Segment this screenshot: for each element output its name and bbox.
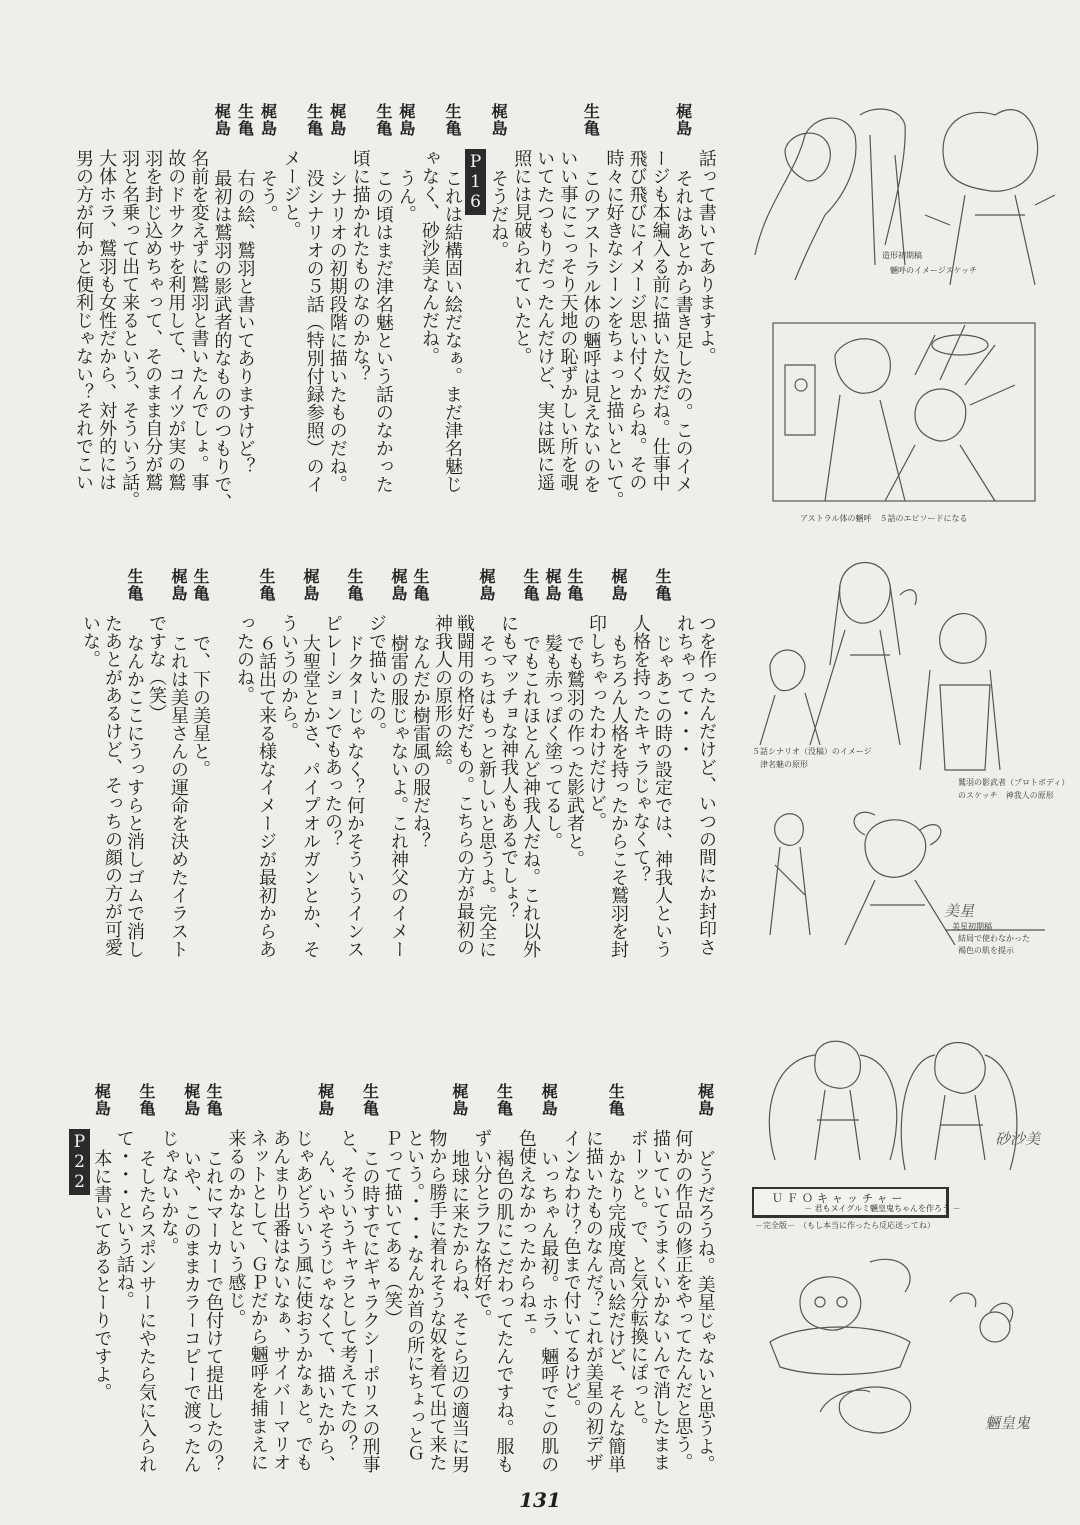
dialogue-text: ういうのから。 (278, 614, 299, 740)
text-column (365, 568, 387, 978)
text-column (224, 1083, 246, 1478)
text-column (418, 103, 440, 538)
text-column (695, 103, 717, 538)
dialogue-text: 戦闘用の格好だもの。こちらの方が最初の (454, 614, 475, 956)
speaker-label: 梶島 (258, 103, 278, 137)
speaker-label: 梶島 (301, 568, 320, 602)
dialogue-text: に描いたものなんだ？これが美星の初デザ (582, 1129, 604, 1471)
dialogue-text: いっちゃん最初。ホラ、魎呼でこの肌の (538, 1149, 560, 1473)
dialogue-text: これは結構固い絵だなぁ。まだ津名魅じ (442, 169, 463, 493)
text-column (255, 568, 277, 978)
tsunami-caption-1: ５話シナリオ（没稿）のイメージ (752, 747, 872, 756)
speaker-label: 生亀 (494, 1083, 514, 1117)
text-column (651, 568, 673, 978)
text-column (563, 568, 585, 978)
page-number: 131 (519, 1488, 561, 1512)
dialogue-text: 髪も赤っぽく塗ってるし。 (542, 634, 563, 850)
dialogue-text: 褐色の肌にこだわってたんですね。服も (493, 1149, 515, 1473)
speaker-label: 生亀 (235, 103, 255, 137)
speaker-label: 生亀 (565, 568, 584, 602)
text-column (189, 568, 211, 978)
dialogue-text: ６話出て来る様なイメージが最初からあ (256, 634, 277, 958)
dialogue-text: ずい分とラフな格好で。 (471, 1129, 493, 1327)
dialogue-text: 没シナリオの５話（特別付録参照）のイ (303, 169, 325, 493)
text-column (441, 103, 463, 538)
text-column (560, 1083, 582, 1478)
text-column (579, 103, 601, 538)
mihoshi-caption-3: 褐色の肌を提示 (958, 946, 1014, 955)
speaker-label: 生亀 (191, 568, 210, 602)
text-column (582, 1083, 604, 1478)
speaker-label: 生亀 (581, 103, 601, 137)
text-column (519, 568, 541, 978)
text-column (321, 568, 343, 978)
dialogue-text: 地球に来たからね、そこら辺の適当に男 (448, 1149, 470, 1473)
page-reference-badge: P22 (69, 1129, 90, 1195)
dialogue-text: でも鷲羽の作った影武者と。 (564, 634, 585, 868)
text-column (167, 568, 189, 978)
text-column (372, 103, 394, 538)
dialogue-text: 右の絵、鷲羽と書いてありますけど？ (234, 169, 256, 475)
dialogue-text: そう。 (257, 169, 279, 223)
dialogue-text: いてたつもりだったんだけど、実は既に遥 (534, 149, 556, 491)
text-column (291, 1083, 313, 1478)
text-column (164, 103, 186, 538)
speaker-label: 梶島 (169, 568, 188, 602)
speaker-label: 梶島 (477, 568, 496, 602)
text-column (314, 1083, 336, 1478)
text-column (475, 568, 497, 978)
dialogue-text: 最初は鷲羽の影武者的なもののつもりで、 (211, 169, 233, 511)
text-column (694, 1083, 716, 1478)
text-column (187, 103, 209, 538)
speaker-label: 生亀 (257, 568, 276, 602)
page-reference-column (68, 1083, 90, 1478)
text-column (556, 103, 578, 538)
dialogue-text: たあとがあるけど、そっちの顔の方が可愛 (102, 614, 123, 956)
speaker-label: 生亀 (443, 103, 462, 137)
text-column (604, 1083, 626, 1478)
astral-ryoko-caption: アストラル体の魎呼 ５話のエピソードになる (800, 514, 968, 523)
text-column (101, 568, 123, 978)
speaker-label: 梶島 (212, 103, 232, 137)
dialogue-text: 羽を封じ込めちゃって、そのまま自分が鷲 (142, 149, 164, 491)
text-column (381, 1083, 403, 1478)
text-column (145, 568, 167, 978)
astral-ryoko-sketch-image (765, 305, 1045, 510)
speaker-label: 梶島 (543, 568, 562, 602)
text-column (453, 568, 475, 978)
text-column (426, 1083, 448, 1478)
text-column (247, 1083, 269, 1478)
text-column (336, 1083, 358, 1478)
dialogue-text: と、そういうキャラとして考えてたの？ (337, 1129, 359, 1453)
speaker-label: 生亀 (137, 1083, 157, 1117)
text-column (510, 103, 532, 538)
mihoshi-handwriting: 美星 (944, 902, 975, 920)
dialogue-text: 何かの作品の修正をやってたんだと思う。 (672, 1129, 694, 1471)
interview-section-3 (68, 1083, 716, 1478)
dialogue-text: ドクターじゃなく？何かそういうインス (344, 634, 365, 958)
text-column (358, 1083, 380, 1478)
dialogue-text: て・・・という話ね。 (113, 1129, 135, 1309)
text-column (210, 103, 232, 538)
text-column (672, 103, 694, 538)
speaker-label: 生亀 (304, 103, 324, 137)
speaker-label: 梶島 (327, 103, 347, 137)
text-column (533, 103, 555, 538)
interview-section-1 (72, 103, 717, 538)
text-column (157, 1083, 179, 1478)
dialogue-text: 照には見破られていたと。 (511, 149, 533, 365)
text-column (257, 103, 279, 538)
speaker-label: 梶島 (315, 1083, 335, 1117)
speaker-label: 生亀 (411, 568, 430, 602)
text-column (72, 103, 94, 538)
dialogue-text: 男の方が何かと便利じゃない？それでこい (73, 149, 94, 491)
text-column (280, 103, 302, 538)
text-column (487, 103, 509, 538)
text-column (326, 103, 348, 538)
dialogue-text: 大聖堂とかさ、パイプオルガンとか、そ (300, 634, 321, 958)
dialogue-text: じゃあこの時の設定では、神我人という (652, 634, 673, 958)
tsunami-kagato-sketch-image (750, 545, 1060, 775)
dialogue-text: じゃあどういう風に使おうかなぁと。でも (292, 1129, 314, 1471)
dialogue-text: 羽と名乗って出て来るという、そういう話。 (119, 149, 141, 509)
dialogue-text: それはあとから書き足したの。このイメ (672, 169, 694, 493)
dialogue-text: つを作ったんだけど、いつの間にか封印さ (696, 614, 717, 956)
text-column (79, 568, 101, 978)
dialogue-text: れちゃって・・・ (674, 614, 695, 758)
text-column (585, 568, 607, 978)
text-column (233, 568, 255, 978)
text-column (202, 1083, 224, 1478)
interview-section-2 (80, 568, 717, 978)
dialogue-text: じゃないかな。 (158, 1129, 180, 1255)
dialogue-text: あんまり出番はないなぁ、サイバーマリオ (270, 1129, 292, 1471)
dialogue-text: 色使えなかったからねェ。 (515, 1129, 537, 1345)
text-column (431, 568, 453, 978)
dialogue-text: どうだろうね。美星じゃないと思うよ。 (694, 1149, 716, 1473)
speaker-label: 梶島 (181, 1083, 201, 1117)
dialogue-text: 頃に描かれたものなのかな？ (349, 149, 371, 383)
speaker-label: 生亀 (345, 568, 364, 602)
dialogue-text: 物から勝手に着れそうな奴を着て出て来た (426, 1129, 448, 1471)
speaker-label: 生亀 (125, 568, 144, 602)
text-column (649, 1083, 671, 1478)
text-column (118, 103, 140, 538)
speaker-label: 梶島 (389, 568, 408, 602)
text-column (211, 568, 233, 978)
dialogue-text: そうだね。 (488, 169, 510, 259)
speaker-label: 梶島 (449, 1083, 469, 1117)
ufo-catcher-title: ＵＦＯキャッチャー (772, 1192, 907, 1205)
text-column (537, 1083, 559, 1478)
dialogue-text: これは美星さんの運命を決めたイラスト (168, 634, 189, 958)
dialogue-text: メージと。 (280, 149, 302, 239)
dialogue-text: で、下の美星と。 (190, 634, 211, 778)
speaker-label: 梶島 (609, 568, 628, 602)
page-reference-badge: P16 (465, 149, 486, 215)
speaker-label: 生亀 (653, 568, 672, 602)
dialogue-text: ージも本編入る前に描いた奴だね。仕事中 (649, 149, 671, 491)
speaker-label: 梶島 (489, 103, 509, 137)
dialogue-text: そっちはもっと新しいと思うよ。完全に (476, 634, 497, 958)
text-column (497, 568, 519, 978)
text-column (541, 568, 563, 978)
dialogue-text: でもこれほとんど神我人だね。これ以外 (520, 634, 541, 958)
mihoshi-caption-1: 美星初期稿 (952, 922, 992, 931)
dialogue-text: 本に書いてあるとーりですよ。 (91, 1149, 113, 1401)
dialogue-text: シナリオの初期段階に描いたものだね。 (326, 169, 348, 493)
text-column (515, 1083, 537, 1478)
dialogue-text: 印しちゃったわけだけど。 (586, 614, 607, 830)
tsunami-caption-2: 津名魅の原形 (760, 760, 808, 769)
dialogue-text: いや、このままカラーコピーで渡ったん (180, 1149, 202, 1473)
speaker-label: 梶島 (92, 1083, 112, 1117)
text-column (90, 1083, 112, 1478)
text-column (233, 103, 255, 538)
text-column (299, 568, 321, 978)
dialogue-text: 大体ホラ、鷲羽も女性だから、対外的には (96, 149, 118, 491)
text-column (277, 568, 299, 978)
dialogue-text: 神我人の原形の絵。 (432, 614, 453, 776)
speaker-label: 生亀 (606, 1083, 626, 1117)
ryoko-sketch-caption-2: 魎呼のイメージスケッチ (890, 266, 978, 275)
mihoshi-sketch-image (755, 805, 1055, 945)
text-column (135, 1083, 157, 1478)
dialogue-text: もちろん人格を持ったからこそ鷲羽を封 (608, 634, 629, 958)
text-column (180, 1083, 202, 1478)
dialogue-text: 描いていてうまくいかないんで消したまま (649, 1129, 671, 1471)
sasami-sketch-image (755, 1020, 1045, 1180)
kagato-caption-1: 鷲羽の影武者（プロトボディ） (958, 778, 1070, 787)
dialogue-text: 故のドサクサを利用して、コイツが実の鷲 (165, 149, 187, 491)
speaker-label: 生亀 (204, 1083, 224, 1117)
speaker-label: 梶島 (396, 103, 416, 137)
speaker-label: 生亀 (360, 1083, 380, 1117)
text-column (95, 103, 117, 538)
text-column (141, 103, 163, 538)
dialogue-text: この頃はまだ津名魅という話のなかった (372, 169, 394, 493)
text-column (387, 568, 409, 978)
text-column (627, 1083, 649, 1478)
dialogue-text: そしたらスポンサーにやたら気に入られ (136, 1149, 158, 1473)
text-column (113, 1083, 135, 1478)
text-column (403, 1083, 425, 1478)
dialogue-text: 樹雷の服じゃないよ。これ神父のイメー (388, 634, 409, 958)
dialogue-text: なんだか樹雷風の服だね？ (410, 634, 431, 850)
mihoshi-caption-2: 結局で使わなかった (958, 934, 1030, 943)
dialogue-text: ネットとして、ＧＰだから魎呼を捕まえに (247, 1129, 269, 1471)
dialogue-text: うん。 (395, 169, 417, 223)
text-column (649, 103, 671, 538)
kagato-caption-2: のスケッチ 神我人の原形 (958, 791, 1054, 800)
dialogue-text: ジで描いたの。 (366, 614, 387, 740)
text-column (409, 568, 431, 978)
dialogue-text: このアストラル体の魎呼は見えないのを (580, 169, 602, 493)
dialogue-text: この時すでにギャラクシーポリスの刑事 (359, 1149, 381, 1473)
speaker-label: 生亀 (373, 103, 393, 137)
text-column (470, 1083, 492, 1478)
text-column (602, 103, 624, 538)
ryoko-sketch-caption-1: 造形初期稿 (882, 251, 922, 260)
dialogue-text: いな。 (80, 614, 101, 668)
dialogue-text: Ｐって描いてある（笑） (381, 1129, 403, 1327)
text-column (695, 568, 717, 978)
page-reference-column (464, 103, 486, 538)
text-column (607, 568, 629, 978)
text-column (629, 568, 651, 978)
dialogue-text: 飛び飛びにイメージ思い付くからね。その (626, 149, 648, 491)
dialogue-text: 人格を持ったキャラじゃなくて？ (630, 614, 651, 884)
dialogue-text: 時々に好きなシーンをちょっと描いといて。 (603, 149, 625, 509)
text-column (269, 1083, 291, 1478)
text-column (448, 1083, 470, 1478)
text-column (493, 1083, 515, 1478)
text-column (671, 1083, 693, 1478)
dialogue-text: これにマーカーで色付けて提出したの？ (203, 1149, 225, 1473)
text-column (123, 568, 145, 978)
dialogue-text: ピレーションでもあったの？ (322, 614, 343, 848)
text-column (343, 568, 365, 978)
speaker-label: 梶島 (539, 1083, 559, 1117)
speaker-label: 梶島 (673, 103, 693, 137)
text-column (395, 103, 417, 538)
dialogue-text: 名前を変えずに鷲羽と書いたんでしょ。事 (188, 149, 210, 491)
dialogue-text: ん、いやそうじゃなくて、描いたから、 (314, 1149, 336, 1473)
dialogue-text: いい事にこっそり天地の恥ずかしい所を覗 (557, 149, 579, 491)
text-column (673, 568, 695, 978)
dialogue-text: にもマッチョな神我人もあるでしょ？ (498, 614, 519, 920)
ufo-catcher-note: －完全版－ （もし本当に作ったら反応送ってね） (755, 1221, 935, 1230)
sasami-handwriting: 砂沙美 (995, 1130, 1041, 1148)
speaker-label: 生亀 (521, 568, 540, 602)
dialogue-text: インなわけ？色まで付いてるけど。 (560, 1129, 582, 1417)
dialogue-text: 来るのかなという感じ。 (225, 1129, 247, 1327)
ryoohki-handwriting: 魎皇鬼 (985, 1414, 1031, 1432)
dialogue-text: という。・・・なんか首の所にちょっとＧ (404, 1129, 426, 1462)
text-column (349, 103, 371, 538)
dialogue-text: ゃなく、砂沙美なんだね。 (418, 149, 440, 365)
ufo-catcher-box (752, 1187, 961, 1218)
dialogue-text: なんかここにうっすらと消しゴムで消し (124, 634, 145, 958)
speaker-label: 梶島 (695, 1083, 715, 1117)
text-column (303, 103, 325, 538)
ufo-catcher-subtitle: － 君もヌイグルミ魎皇鬼ちゃんを作ろう － (804, 1204, 961, 1213)
dialogue-text: 話って書いてありますよ。 (695, 149, 717, 365)
dialogue-text: ったのね。 (234, 614, 255, 704)
dialogue-text: かなり完成度高い絵だけど、そんな簡単 (605, 1149, 627, 1473)
text-column (626, 103, 648, 538)
dialogue-text: ボーッと。で、と気分転換にぽっと。 (627, 1129, 649, 1435)
dialogue-text: ですな（笑） (146, 614, 167, 722)
